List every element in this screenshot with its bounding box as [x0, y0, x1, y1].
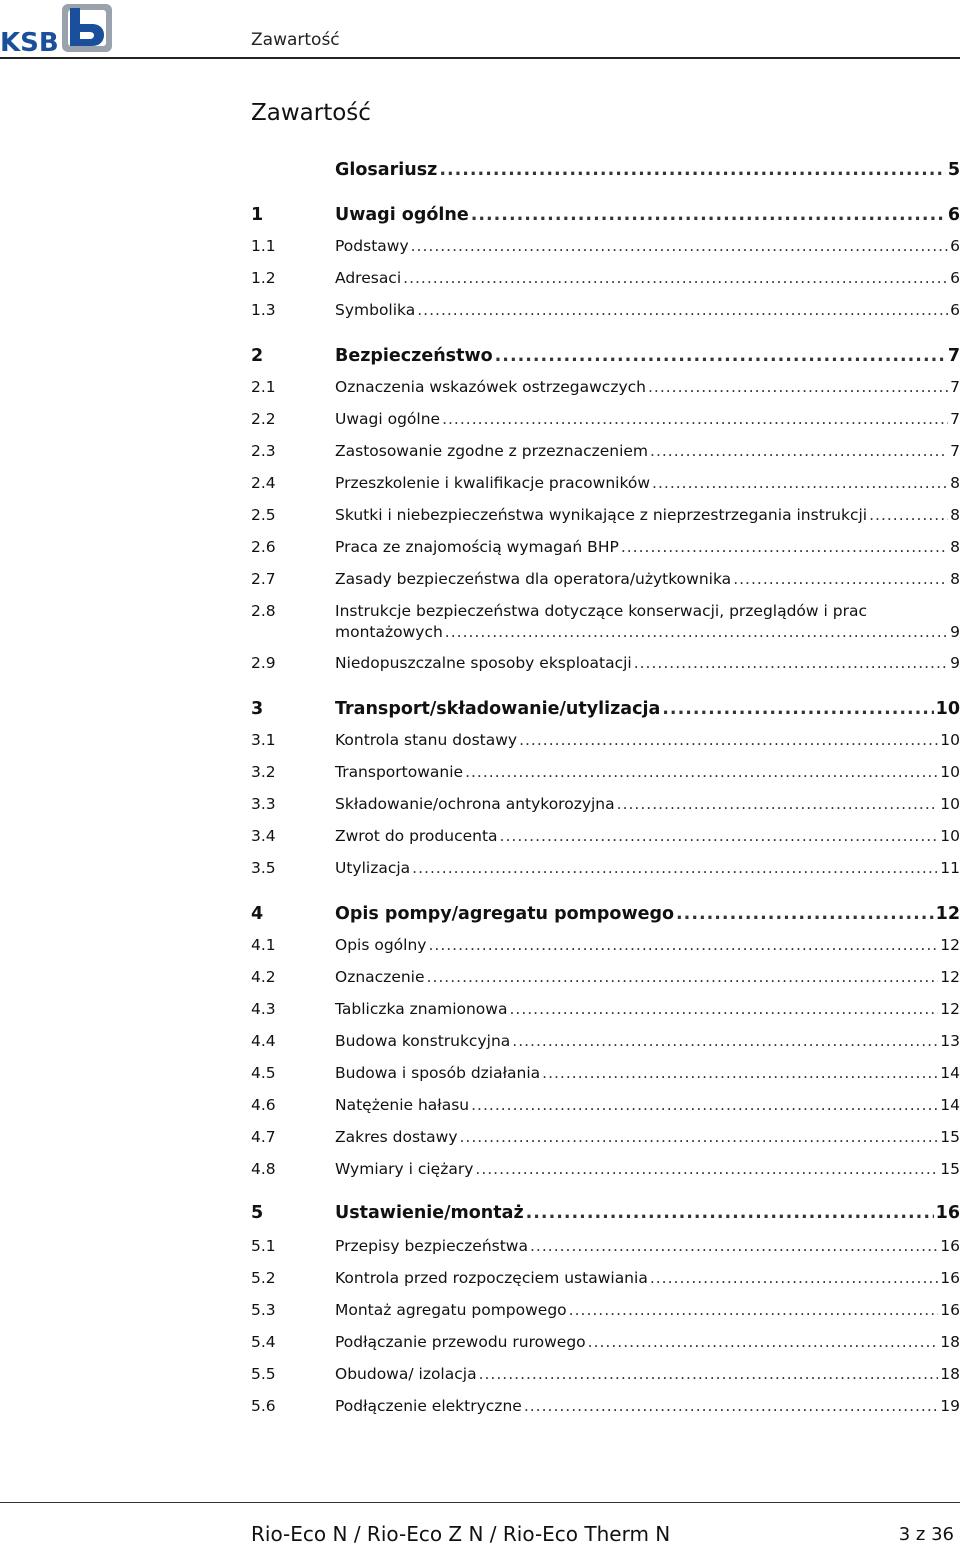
toc-entry-label: Symbolika: [335, 301, 416, 319]
toc-entry-body: [335, 237, 960, 255]
toc-entry-page: 11: [940, 859, 960, 877]
toc-entry-body: [335, 301, 960, 319]
toc-leader-dots: [650, 1269, 938, 1287]
page-header: [0, 0, 960, 60]
toc-entry-page: 16: [940, 1237, 960, 1255]
ksb-logo: [0, 2, 115, 54]
toc-leader-dots: [733, 570, 948, 588]
toc-leader-dots: [479, 1365, 939, 1383]
toc-entry-page: 9: [950, 654, 960, 672]
toc-entry[interactable]: [251, 301, 960, 325]
toc-entry[interactable]: [251, 506, 960, 530]
toc-entry-line1: [335, 602, 960, 620]
footer-page-info: 3 z 36: [898, 1524, 954, 1545]
toc-entry-number: 4.2: [251, 968, 276, 986]
toc-entry[interactable]: [251, 1203, 960, 1227]
toc-entry-number: 3.3: [251, 795, 276, 813]
toc-entry-label: Przepisy bezpieczeństwa: [335, 1237, 528, 1255]
toc-leader-dots: [471, 205, 946, 225]
toc-leader-dots: [650, 442, 948, 460]
toc-entry-label: Transportowanie: [335, 763, 464, 781]
toc-entry-label: Adresaci: [335, 269, 402, 287]
toc-entry-page: 15: [940, 1128, 960, 1146]
toc-entry[interactable]: [251, 827, 960, 851]
toc-entry-line2: [335, 623, 960, 641]
toc-entry-label: Składowanie/ochrona antykorozyjna: [335, 795, 615, 813]
toc-entry-page: 10: [935, 699, 960, 719]
toc-entry-number: 2.7: [251, 570, 276, 588]
toc-entry-page: 12: [940, 968, 960, 986]
toc-entry-number: 5.6: [251, 1397, 276, 1415]
toc-entry-number: 4.3: [251, 1000, 276, 1018]
toc-entry-body: [335, 506, 960, 524]
toc-entry-number: 4.4: [251, 1032, 276, 1050]
toc-entry-body: [335, 442, 960, 460]
toc-entry-number: 2.1: [251, 378, 276, 396]
toc-entry-number: 3.2: [251, 763, 276, 781]
toc-entry-number: 5.5: [251, 1365, 276, 1383]
toc-leader-dots: [648, 378, 948, 396]
toc-entry-page: 9: [950, 623, 960, 641]
toc-entry-number: 3: [251, 699, 264, 719]
toc-entry-label: Zasady bezpieczeństwa dla operatora/użytkownika: [335, 570, 732, 588]
toc-entry-page: 7: [950, 442, 960, 460]
header-title: Zawartość: [251, 30, 340, 50]
toc-entry-label: Podstawy: [335, 237, 409, 255]
toc-entry-page: 19: [940, 1397, 960, 1415]
toc-entry-label: Niedopuszczalne sposoby eksploatacji: [335, 654, 632, 672]
toc-entry[interactable]: [251, 763, 960, 787]
toc-leader-dots: [471, 1096, 938, 1114]
toc-entry[interactable]: [251, 968, 960, 992]
toc-entry-page: 16: [935, 1203, 960, 1223]
toc-entry-body: [335, 160, 960, 180]
toc-leader-dots: [460, 1128, 939, 1146]
toc-entry-body: [335, 1365, 960, 1383]
toc-entry-page: 5: [947, 160, 960, 180]
toc-entry-body: [335, 1269, 960, 1287]
toc-entry[interactable]: [251, 570, 960, 594]
toc-entry-body: [335, 936, 960, 954]
toc-entry[interactable]: [251, 378, 960, 402]
toc-entry-page: 6: [950, 301, 960, 319]
toc-entry-body: [335, 1064, 960, 1082]
toc-entry-label: Uwagi ogólne: [335, 410, 441, 428]
toc-entry-number: 1.3: [251, 301, 276, 319]
toc-entry[interactable]: [251, 538, 960, 562]
toc-entry-page: 16: [940, 1301, 960, 1319]
toc-entry-label: Zakres dostawy: [335, 1128, 458, 1146]
toc-leader-dots: [634, 654, 948, 672]
toc-entry-page: 13: [940, 1032, 960, 1050]
toc-leader-dots: [621, 538, 948, 556]
toc-leader-dots: [617, 795, 939, 813]
toc-entry-number: 2.3: [251, 442, 276, 460]
toc-entry-label: Ustawienie/montaż: [335, 1203, 524, 1223]
toc-entry-number: 4.7: [251, 1128, 276, 1146]
toc-entry-label: Przeszkolenie i kwalifikacje pracowników: [335, 474, 651, 492]
toc-entry-label: Tabliczka znamionowa: [335, 1000, 508, 1018]
toc-entry-body: [335, 968, 960, 986]
toc-entry-number: 2.6: [251, 538, 276, 556]
toc-entry-number: 4.8: [251, 1160, 276, 1178]
toc-entry-page: 10: [940, 827, 960, 845]
toc-entry-body: [335, 1032, 960, 1050]
toc-entry-label: Kontrola stanu dostawy: [335, 731, 518, 749]
toc-entry-body: [335, 205, 960, 225]
toc-entry-body: [335, 1096, 960, 1114]
toc-entry-number: 4.5: [251, 1064, 276, 1082]
toc-leader-dots: [500, 827, 939, 845]
toc-entry[interactable]: [251, 474, 960, 498]
toc-entry-number: 4: [251, 904, 264, 924]
logo-text: KSB: [0, 28, 59, 54]
toc-entry-page: 8: [950, 570, 960, 588]
toc-entry-body: [335, 1397, 960, 1415]
toc-entry-label: Oznaczenie: [335, 968, 425, 986]
toc-entry[interactable]: [251, 1096, 960, 1120]
toc-entry-label: Uwagi ogólne: [335, 205, 469, 225]
toc-entry-body: [335, 1160, 960, 1178]
toc-entry-number: 2.2: [251, 410, 276, 428]
toc-entry[interactable]: [251, 1032, 960, 1056]
toc-entry-body: [335, 904, 960, 924]
toc-entry-body: [335, 570, 960, 588]
toc-entry-page: 7: [947, 346, 960, 366]
toc-entry-body: [335, 1301, 960, 1319]
toc-entry[interactable]: [251, 859, 960, 883]
toc-entry[interactable]: [251, 699, 960, 723]
toc-entry-number: 3.1: [251, 731, 276, 749]
toc-entry[interactable]: [251, 936, 960, 960]
toc-entry-body: [335, 538, 960, 556]
toc-entry[interactable]: [251, 602, 960, 648]
toc-entry-label: Wymiary i ciężary: [335, 1160, 474, 1178]
toc-entry-body: [335, 731, 960, 749]
toc-entry-body: [335, 410, 960, 428]
toc-entry-page: 6: [950, 237, 960, 255]
toc-entry-page: 12: [935, 904, 960, 924]
toc-entry-page: 8: [950, 474, 960, 492]
toc-leader-dots: [475, 1160, 938, 1178]
toc-entry[interactable]: [251, 269, 960, 293]
toc-leader-dots: [465, 763, 938, 781]
toc-entry-page: 15: [940, 1160, 960, 1178]
toc-leader-dots: [427, 968, 939, 986]
toc-entry-number: 5.2: [251, 1269, 276, 1287]
toc-entry-page: 12: [940, 1000, 960, 1018]
toc-leader-dots: [445, 623, 948, 641]
toc-entry[interactable]: [251, 795, 960, 819]
footer-divider: [0, 1502, 960, 1503]
toc-entry-label: Instrukcje bezpieczeństwa dotyczące konserwacji, przeglądów i prac: [335, 602, 867, 620]
toc-leader-dots: [524, 1397, 938, 1415]
toc-entry[interactable]: [251, 442, 960, 466]
toc-leader-dots: [869, 506, 948, 524]
toc-entry[interactable]: [251, 1365, 960, 1389]
toc-entry[interactable]: [251, 237, 960, 261]
toc-entry-label: Budowa konstrukcyjna: [335, 1032, 511, 1050]
toc-entry-body: [335, 795, 960, 813]
toc-leader-dots: [542, 1064, 938, 1082]
toc-entry-number: 5.1: [251, 1237, 276, 1255]
toc-entry-number: 5: [251, 1203, 264, 1223]
toc-entry-page: 14: [940, 1096, 960, 1114]
toc-entry[interactable]: [251, 1269, 960, 1293]
toc-entry-number: 2.4: [251, 474, 276, 492]
toc-entry-page: 6: [947, 205, 960, 225]
toc-entry-page: 10: [940, 763, 960, 781]
toc-entry-label: Podłączenie elektryczne: [335, 1397, 522, 1415]
toc-entry-body: [335, 763, 960, 781]
toc-entry-body: [335, 378, 960, 396]
toc-entry-label: Natężenie hałasu: [335, 1096, 470, 1114]
toc-entry-label: Praca ze znajomością wymagań BHP: [335, 538, 619, 556]
toc-entry-number: 2: [251, 346, 264, 366]
toc-entry-page: 10: [940, 731, 960, 749]
toc-entry-page: 7: [950, 378, 960, 396]
toc-leader-dots: [509, 1000, 938, 1018]
toc-entry-label: Skutki i niebezpieczeństwa wynikające z nieprzestrzegania instrukcji: [335, 506, 868, 524]
toc-entry[interactable]: [251, 1064, 960, 1088]
toc-entry[interactable]: [251, 346, 960, 370]
toc-leader-dots: [526, 1203, 934, 1223]
toc-entry[interactable]: [251, 1128, 960, 1152]
toc-entry-page: 12: [940, 936, 960, 954]
toc-entry-number: 4.6: [251, 1096, 276, 1114]
toc-entry-label: montażowych: [335, 623, 443, 641]
toc-entry-label: Oznaczenia wskazówek ostrzegawczych: [335, 378, 646, 396]
toc-entry-label: Kontrola przed rozpoczęciem ustawiania: [335, 1269, 648, 1287]
toc-entry[interactable]: [251, 1160, 960, 1184]
toc-leader-dots: [417, 301, 948, 319]
toc-leader-dots: [588, 1333, 939, 1351]
toc-entry-number: 3.4: [251, 827, 276, 845]
toc-entry-label: Opis pompy/agregatu pompowego: [335, 904, 675, 924]
toc-entry-body: [335, 1128, 960, 1146]
toc-entry-body: [335, 827, 960, 845]
toc-entry-number: 2.9: [251, 654, 276, 672]
toc-entry-label: Bezpieczeństwo: [335, 346, 493, 366]
toc-leader-dots: [411, 237, 949, 255]
toc-entry-label: Utylizacja: [335, 859, 411, 877]
toc-entry-label: Glosariusz: [335, 160, 438, 180]
toc-entry-label: Budowa i sposób działania: [335, 1064, 541, 1082]
toc-entry-number: 5.4: [251, 1333, 276, 1351]
toc-entry-label: Montaż agregatu pompowego: [335, 1301, 567, 1319]
toc-entry[interactable]: [251, 654, 960, 678]
toc-entry-page: 8: [950, 506, 960, 524]
toc-entry[interactable]: [251, 1397, 960, 1421]
toc-entry-number: 1.1: [251, 237, 276, 255]
toc-entry-page: 18: [940, 1365, 960, 1383]
toc-entry-number: 1.2: [251, 269, 276, 287]
toc-leader-dots: [662, 699, 933, 719]
toc-entry-page: 8: [950, 538, 960, 556]
toc-entry-page: 6: [950, 269, 960, 287]
toc-leader-dots: [652, 474, 948, 492]
toc-leader-dots: [403, 269, 948, 287]
toc-leader-dots: [412, 859, 938, 877]
toc-entry-number: 2.8: [251, 602, 276, 620]
toc-leader-dots: [495, 346, 946, 366]
toc-entry-number: 1: [251, 205, 264, 225]
toc-entry[interactable]: [251, 1301, 960, 1325]
toc-leader-dots: [512, 1032, 938, 1050]
header-divider: [0, 57, 960, 59]
toc-entry-number: 2.5: [251, 506, 276, 524]
toc-leader-dots: [530, 1237, 938, 1255]
toc-entry-page: 10: [940, 795, 960, 813]
toc-entry-page: 7: [950, 410, 960, 428]
toc-entry-body: [335, 269, 960, 287]
toc-leader-dots: [676, 904, 934, 924]
toc-entry-body: [335, 1333, 960, 1351]
toc-leader-dots: [442, 410, 948, 428]
toc-entry-label: Zastosowanie zgodne z przeznaczeniem: [335, 442, 649, 460]
toc-entry-label: Obudowa/ izolacja: [335, 1365, 477, 1383]
toc-entry-body: [335, 346, 960, 366]
footer-product: Rio-Eco N / Rio-Eco Z N / Rio-Eco Therm N: [251, 1522, 671, 1546]
toc-entry-page: 16: [940, 1269, 960, 1287]
page-title: Zawartość: [251, 100, 371, 126]
toc-entry-number: 5.3: [251, 1301, 276, 1319]
toc-entry-body: [335, 654, 960, 672]
toc-leader-dots: [569, 1301, 939, 1319]
toc-entry-body: [335, 699, 960, 719]
toc-entry-label: Zwrot do producenta: [335, 827, 498, 845]
toc-entry-label: Transport/składowanie/utylizacja: [335, 699, 661, 719]
toc-entry-body: [335, 1000, 960, 1018]
toc-entry-body: [335, 1237, 960, 1255]
toc-entry-page: 18: [940, 1333, 960, 1351]
toc-entry[interactable]: [251, 904, 960, 928]
toc-leader-dots: [428, 936, 938, 954]
toc-entry-number: 4.1: [251, 936, 276, 954]
toc-entry[interactable]: [251, 731, 960, 755]
toc-entry-label: Opis ogólny: [335, 936, 427, 954]
toc-entry-body: [335, 602, 960, 641]
toc-entry-label: Podłączanie przewodu rurowego: [335, 1333, 586, 1351]
toc-entry[interactable]: [251, 1333, 960, 1357]
toc-entry[interactable]: [251, 1000, 960, 1024]
toc-leader-dots: [439, 160, 946, 180]
toc-entry-page: 14: [940, 1064, 960, 1082]
toc-entry-body: [335, 474, 960, 492]
toc-entry[interactable]: [251, 160, 960, 184]
toc-entry-body: [335, 859, 960, 877]
toc-entry[interactable]: [251, 205, 960, 229]
toc-entry-number: 3.5: [251, 859, 276, 877]
toc-entry-body: [335, 1203, 960, 1223]
toc-entry[interactable]: [251, 1237, 960, 1261]
toc-leader-dots: [519, 731, 938, 749]
toc-entry[interactable]: [251, 410, 960, 434]
